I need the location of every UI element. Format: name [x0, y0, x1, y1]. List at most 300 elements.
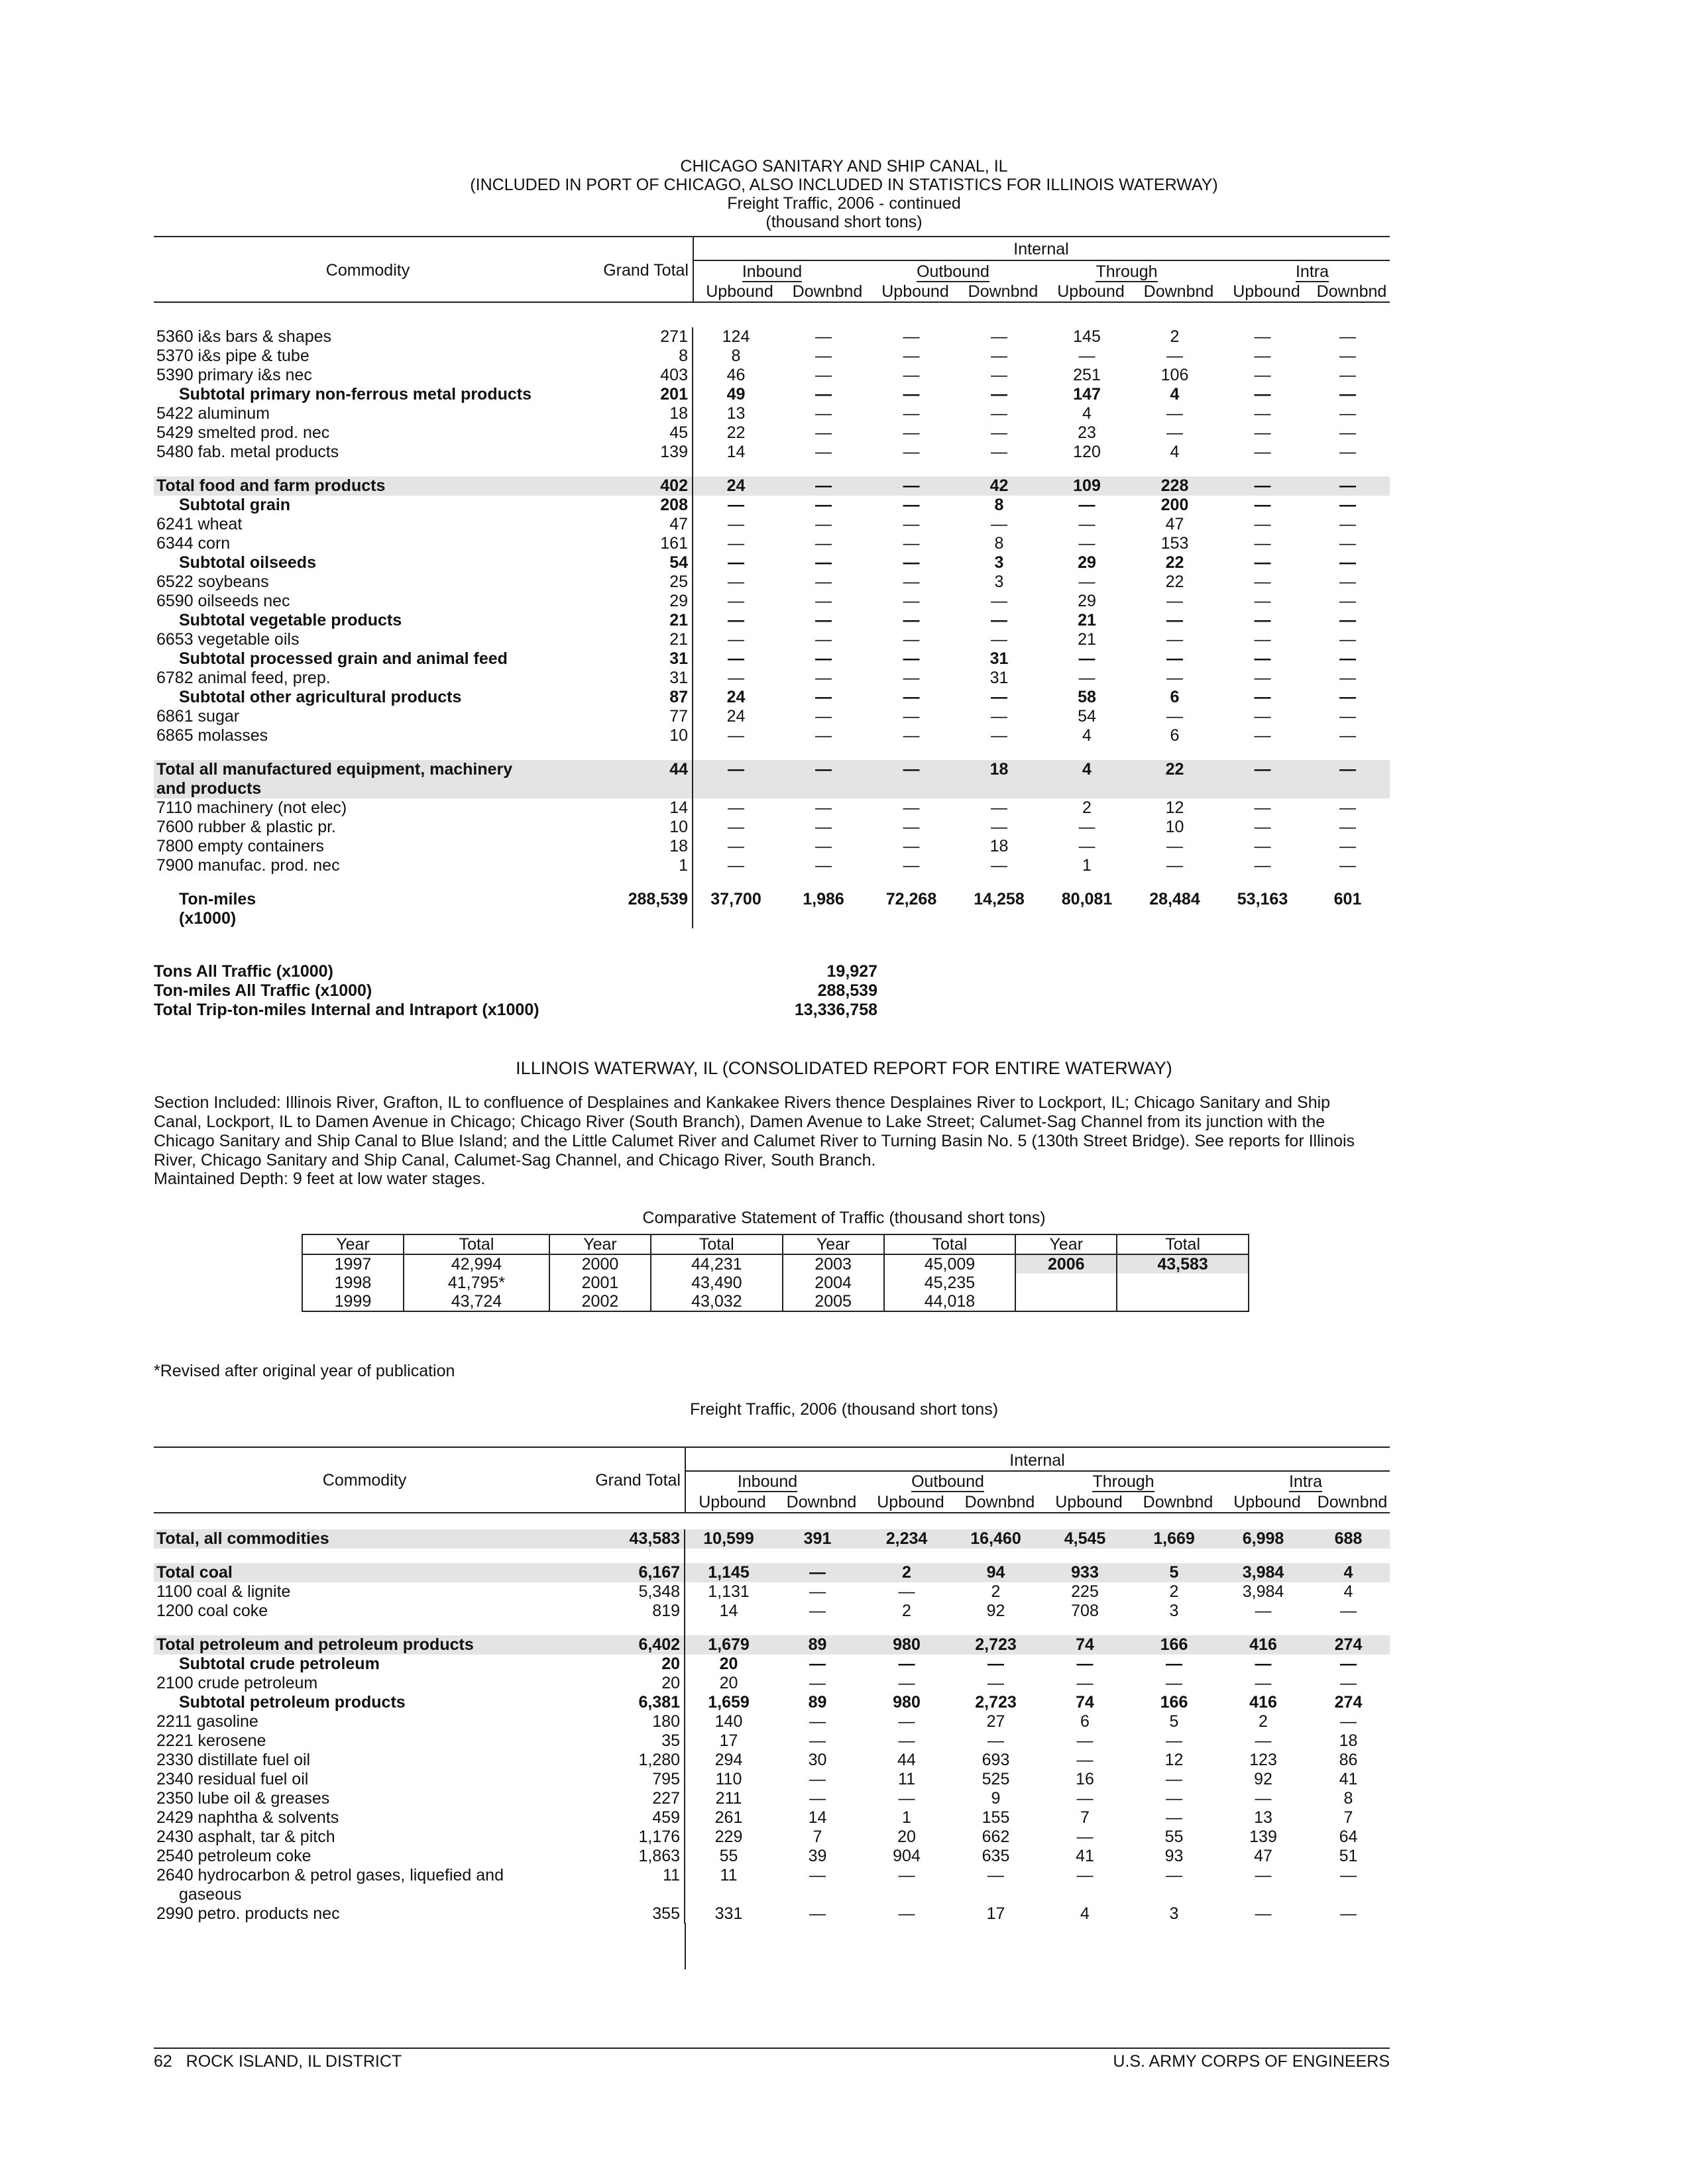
- total-cell: 44,018: [884, 1292, 1016, 1311]
- commodity-name: Total all manufactured equipment, machinery: [154, 760, 585, 779]
- traffic-value-cell: —: [1254, 592, 1271, 610]
- traffic-value-cell: 225: [1071, 1582, 1099, 1601]
- year-cell: [1015, 1292, 1117, 1311]
- traffic-value-cell: 139: [1249, 1828, 1277, 1846]
- grand-total-cell: 201: [585, 385, 693, 404]
- traffic-value-cell: —: [728, 515, 744, 533]
- traffic-value-cell: 2: [902, 1602, 911, 1620]
- grand-total-cell: 77: [585, 707, 693, 726]
- traffic-value-cell: —: [1255, 1731, 1272, 1750]
- traffic-value-cell: [1306, 779, 1390, 798]
- total-cell: [1117, 1274, 1249, 1292]
- grand-total-cell: 45: [585, 423, 693, 443]
- traffic-value-cell: —: [1254, 707, 1271, 726]
- traffic-value-cell: [1041, 1885, 1129, 1904]
- traffic-value-cell: —: [903, 423, 920, 442]
- grand-total-cell: 31: [585, 649, 693, 669]
- traffic-value-cell: 166: [1160, 1693, 1188, 1712]
- grand-total-cell: 1,863: [578, 1847, 685, 1866]
- grand-total-cell: 402: [585, 476, 693, 496]
- commodity-row: [154, 611, 1390, 630]
- traffic-value-cell: 228: [1130, 476, 1219, 496]
- grand-total-cell: 11: [578, 1866, 685, 1885]
- traffic-value-cell: —: [693, 760, 779, 779]
- traffic-value-cell: —: [1076, 1828, 1094, 1846]
- traffic-value-cell: 3,984: [1242, 1582, 1284, 1601]
- traffic-value-cell: —: [1166, 707, 1183, 726]
- commodity-row: [154, 534, 1390, 553]
- traffic-value-cell: 14,258: [974, 890, 1025, 908]
- commodity-header: Commodity: [325, 261, 410, 280]
- traffic-value-cell: —: [903, 707, 920, 726]
- grand-total-cell: 21: [585, 630, 693, 649]
- waterway-title: ILLINOIS WATERWAY, IL (CONSOLIDATED REPORT FOR ENTIRE WATERWAY): [516, 1058, 1172, 1078]
- commodity-row: [154, 760, 1390, 779]
- traffic-value-cell: 17: [986, 1904, 1005, 1923]
- internal-header: Internal: [1009, 1451, 1065, 1470]
- direction-subheaders: [689, 1492, 1390, 1512]
- traffic-summary: [154, 962, 877, 1020]
- traffic-value-cell: [868, 909, 954, 928]
- commodity-name: 6782 animal feed, prep.: [156, 669, 331, 687]
- traffic-value-cell: 4: [1082, 404, 1092, 423]
- traffic-value-cell: 39: [808, 1847, 827, 1865]
- commodity-row: [154, 1563, 1390, 1582]
- traffic-value-cell: —: [898, 1731, 915, 1750]
- traffic-value-cell: —: [1254, 669, 1271, 687]
- commodity-name: 5370 i&s pipe & tube: [156, 347, 309, 365]
- traffic-value-cell: —: [815, 611, 832, 629]
- commodity-row: [154, 327, 1390, 347]
- summary-label: Ton-miles All Traffic (x1000): [154, 981, 372, 1000]
- traffic-value-cell: —: [1166, 1866, 1182, 1884]
- traffic-value-cell: —: [1254, 611, 1271, 629]
- grand-total-cell: [578, 1885, 685, 1904]
- year-cell: 2003: [783, 1254, 884, 1274]
- grand-total-cell: 10: [585, 818, 693, 837]
- traffic-value-cell: —: [815, 649, 832, 668]
- traffic-value-cell: —: [1219, 760, 1306, 779]
- traffic-value-cell: —: [728, 534, 744, 553]
- traffic-value-cell: 3: [1169, 1602, 1179, 1620]
- traffic-value-cell: 4,545: [1041, 1529, 1129, 1549]
- traffic-value-cell: 251: [1073, 366, 1101, 384]
- spacer-row: [154, 1621, 1390, 1635]
- traffic-value-cell: —: [1339, 707, 1356, 726]
- traffic-value-cell: 1,145: [685, 1563, 772, 1582]
- traffic-value-cell: 140: [714, 1712, 743, 1731]
- traffic-value-cell: 28,484: [1149, 890, 1200, 908]
- downbnd-subheader: Downbnd: [1316, 282, 1387, 301]
- traffic-value-cell: —: [1339, 496, 1356, 514]
- traffic-value-cell: —: [815, 630, 832, 649]
- traffic-value-cell: 18: [954, 760, 1044, 779]
- upbound-subheader: Upbound: [1055, 1493, 1123, 1511]
- commodity-row: [154, 1693, 1390, 1712]
- traffic-value-cell: —: [1254, 726, 1271, 745]
- comparative-statement-title: Comparative Statement of Traffic (thousand short tons): [642, 1209, 1046, 1227]
- grand-total-cell: 403: [585, 366, 693, 385]
- grand-total-cell: 180: [578, 1712, 685, 1731]
- traffic-value-cell: —: [815, 423, 832, 442]
- traffic-value-cell: 294: [714, 1751, 743, 1769]
- traffic-value-cell: —: [991, 366, 1007, 384]
- traffic-value-cell: —: [1254, 798, 1271, 817]
- commodity-name: 6865 molasses: [156, 726, 268, 745]
- traffic-value-cell: —: [1339, 818, 1356, 836]
- traffic-value-cell: 17: [719, 1731, 738, 1750]
- total-header: Total: [1117, 1234, 1249, 1254]
- traffic-value-cell: —: [1339, 366, 1356, 384]
- traffic-value-cell: 229: [714, 1828, 743, 1846]
- commodity-name: 5480 fab. metal products: [156, 443, 339, 461]
- traffic-value-cell: 53,163: [1237, 890, 1288, 908]
- traffic-value-cell: —: [809, 1904, 826, 1923]
- traffic-value-cell: —: [728, 573, 744, 591]
- traffic-value-cell: —: [987, 1866, 1004, 1884]
- grand-total-cell: 139: [585, 443, 693, 462]
- commodity-header: Commodity: [322, 1471, 407, 1490]
- total-header: Total: [884, 1234, 1016, 1254]
- grand-total-cell: 6,381: [578, 1693, 685, 1712]
- section-subtitle: (INCLUDED IN PORT OF CHICAGO, ALSO INCLUDED IN STATISTICS FOR ILLINOIS WATERWAY): [470, 176, 1218, 194]
- traffic-value-cell: —: [903, 649, 920, 668]
- traffic-value-cell: —: [1166, 1789, 1182, 1808]
- traffic-value-cell: —: [903, 818, 920, 836]
- commodity-name: Total, all commodities: [154, 1529, 578, 1549]
- traffic-value-cell: —: [779, 476, 868, 496]
- traffic-value-cell: 2: [1169, 1582, 1179, 1601]
- traffic-value-cell: —: [1166, 669, 1183, 687]
- traffic-value-cell: 331: [714, 1904, 743, 1923]
- traffic-value-cell: —: [1166, 611, 1183, 629]
- traffic-value-cell: —: [1254, 366, 1271, 384]
- commodity-name: Subtotal vegetable products: [179, 611, 402, 629]
- traffic-value-cell: 31: [989, 649, 1009, 668]
- traffic-value-cell: [1130, 779, 1219, 798]
- traffic-value-cell: —: [1306, 760, 1390, 779]
- through-header: Through: [1096, 262, 1158, 281]
- commodity-row: [154, 818, 1390, 837]
- inbound-header: Inbound: [737, 1472, 798, 1491]
- traffic-value-cell: 21: [1078, 630, 1096, 649]
- traffic-value-cell: 20: [719, 1674, 738, 1692]
- commodity-name: gaseous: [179, 1885, 242, 1904]
- comparative-row: [302, 1274, 1249, 1292]
- grand-total-cell: 819: [578, 1602, 685, 1621]
- traffic-value-cell: —: [1166, 1655, 1182, 1673]
- traffic-value-cell: 18: [989, 837, 1009, 855]
- year-cell: 2000: [549, 1254, 651, 1274]
- traffic-value-cell: 24: [726, 707, 746, 726]
- traffic-value-cell: 11: [898, 1770, 915, 1788]
- traffic-value-cell: 3: [994, 573, 1004, 591]
- traffic-value-cell: 124: [722, 327, 750, 346]
- traffic-value-cell: [1307, 1885, 1390, 1904]
- spacer-row: [154, 875, 1390, 890]
- traffic-value-cell: 980: [863, 1635, 950, 1655]
- traffic-value-cell: —: [903, 515, 920, 533]
- traffic-value-cell: —: [991, 515, 1007, 533]
- freight-table-illinois-waterway: [154, 1529, 1390, 1924]
- downbnd-subheader: Downbnd: [1143, 282, 1214, 301]
- comparative-header-row: [302, 1234, 1249, 1254]
- traffic-value-cell: —: [728, 818, 744, 836]
- commodity-name: Total petroleum and petroleum products: [154, 1635, 578, 1655]
- traffic-value-cell: 8: [994, 534, 1004, 553]
- commodity-row: [154, 649, 1390, 669]
- traffic-value-cell: —: [815, 818, 832, 836]
- traffic-value-cell: —: [903, 553, 920, 572]
- commodity-name: Subtotal crude petroleum: [179, 1655, 380, 1673]
- traffic-value-cell: —: [1254, 837, 1271, 855]
- traffic-value-cell: —: [1166, 630, 1183, 649]
- traffic-value-cell: 416: [1219, 1635, 1307, 1655]
- traffic-value-cell: —: [987, 1655, 1004, 1673]
- traffic-value-cell: —: [1078, 818, 1096, 836]
- outbound-header: Outbound: [911, 1472, 984, 1491]
- traffic-value-cell: —: [815, 707, 832, 726]
- traffic-value-cell: —: [1166, 1770, 1182, 1788]
- traffic-value-cell: 13: [1254, 1808, 1272, 1827]
- traffic-value-cell: —: [728, 496, 744, 514]
- commodity-name: 6344 corn: [156, 534, 231, 553]
- traffic-value-cell: [950, 1885, 1041, 1904]
- table-caption: Freight Traffic, 2006 - continued: [727, 194, 961, 213]
- traffic-value-cell: 18: [1339, 1731, 1358, 1750]
- commodity-row: [154, 1828, 1390, 1847]
- commodity-row: [154, 707, 1390, 726]
- commodity-row: [154, 1712, 1390, 1731]
- traffic-value-cell: 14: [719, 1602, 738, 1620]
- commodity-name: 2221 kerosene: [156, 1731, 266, 1750]
- total-cell: 44,231: [651, 1254, 783, 1274]
- intra-header: Intra: [1295, 262, 1329, 281]
- traffic-value-cell: 74: [1041, 1635, 1129, 1655]
- grand-total-cell: 87: [585, 688, 693, 707]
- traffic-value-cell: —: [815, 347, 832, 365]
- traffic-value-cell: 12: [1165, 798, 1184, 817]
- traffic-value-cell: 8: [1343, 1789, 1353, 1808]
- traffic-value-cell: —: [1339, 630, 1356, 649]
- traffic-value-cell: 109: [1044, 476, 1130, 496]
- commodity-row: [154, 1635, 1390, 1655]
- commodity-name: 6653 vegetable oils: [156, 630, 300, 649]
- commodity-row: [154, 837, 1390, 856]
- commodity-row: [154, 553, 1390, 573]
- comparative-row: [302, 1292, 1249, 1311]
- traffic-value-cell: 22: [1165, 553, 1184, 572]
- downbnd-subheader: Downbnd: [792, 282, 863, 301]
- commodity-row: [154, 347, 1390, 366]
- commodity-name: 2540 petroleum coke: [156, 1847, 311, 1865]
- traffic-value-cell: —: [1219, 476, 1306, 496]
- grand-total-cell: 10: [585, 726, 693, 745]
- traffic-value-cell: 1,679: [685, 1635, 772, 1655]
- traffic-value-cell: [1130, 909, 1219, 928]
- traffic-value-cell: —: [815, 385, 832, 404]
- traffic-value-cell: —: [1339, 837, 1356, 855]
- commodity-name: 7800 empty containers: [156, 837, 324, 855]
- traffic-value-cell: [1219, 909, 1306, 928]
- commodity-row: [154, 1866, 1390, 1885]
- commodity-row: [154, 423, 1390, 443]
- traffic-value-cell: —: [1254, 327, 1271, 346]
- traffic-value-cell: —: [809, 1712, 826, 1731]
- grand-total-cell: 227: [578, 1789, 685, 1808]
- freight-table-chicago-canal: [154, 327, 1390, 928]
- commodity-row: [154, 1655, 1390, 1674]
- traffic-value-cell: 662: [982, 1828, 1010, 1846]
- year-cell: 2002: [549, 1292, 651, 1311]
- grand-total-cell: 355: [578, 1904, 685, 1924]
- traffic-value-cell: —: [1255, 1674, 1272, 1692]
- traffic-value-cell: —: [728, 856, 744, 875]
- traffic-value-cell: 391: [772, 1529, 863, 1549]
- traffic-value-cell: 10,599: [685, 1529, 772, 1549]
- traffic-value-cell: —: [898, 1655, 915, 1673]
- traffic-value-cell: —: [903, 573, 920, 591]
- traffic-value-cell: —: [991, 404, 1007, 423]
- traffic-value-cell: 153: [1160, 534, 1189, 553]
- grand-total-cell: 459: [578, 1808, 685, 1828]
- commodity-name: Total coal: [154, 1563, 578, 1582]
- traffic-value-cell: 9: [991, 1789, 1001, 1808]
- traffic-value-cell: 72,268: [885, 890, 937, 908]
- traffic-value-cell: 74: [1076, 1693, 1094, 1712]
- section-included-text: Section Included: Illinois River, Grafton, IL to confluence of Desplaines and Kankakee Rivers thence Desplaines River to Lockport, IL; Chicago Sanitary and Ship Canal, Lockport, IL to Damen Avenue in Chicago; Chicago River (South Branch), Damen Avenue to Lake Street; Calumet-Sag Channel from its junction with the Chicago Sanitary and Ship Canal to Blue Island; and the Little Calumet River and Calumet River to Turning Basin No. 5 (130th Street Bridge). See reports for Illinois River, Chicago Sanitary and Ship Canal, Calumet-Sag Channel, and Chicago River, South Branch.: [154, 1093, 1355, 1170]
- traffic-value-cell: —: [815, 669, 832, 687]
- through-header: Through: [1092, 1472, 1154, 1491]
- grand-total-cell: 1,280: [578, 1751, 685, 1770]
- commodity-row: [154, 1808, 1390, 1828]
- traffic-value-cell: —: [1339, 553, 1356, 572]
- grand-total-cell: 5,348: [578, 1582, 685, 1602]
- traffic-value-cell: —: [1255, 1655, 1272, 1673]
- commodity-row: [154, 1885, 1390, 1904]
- traffic-value-cell: [1044, 909, 1130, 928]
- traffic-value-cell: —: [1254, 534, 1271, 553]
- traffic-value-cell: —: [815, 856, 832, 875]
- commodity-name: 1200 coal coke: [156, 1602, 268, 1620]
- commodity-name: 2330 distillate fuel oil: [156, 1751, 311, 1769]
- traffic-value-cell: —: [1166, 1674, 1182, 1692]
- traffic-value-cell: 42: [954, 476, 1044, 496]
- traffic-value-cell: —: [815, 553, 832, 572]
- summary-row: [154, 981, 877, 1001]
- traffic-value-cell: —: [1254, 385, 1271, 404]
- total-cell: 45,235: [884, 1274, 1016, 1292]
- traffic-value-cell: 1,986: [803, 890, 844, 908]
- traffic-value-cell: —: [1254, 688, 1271, 706]
- traffic-value-cell: 106: [1160, 366, 1189, 384]
- traffic-value-cell: —: [728, 592, 744, 610]
- traffic-value-cell: —: [1254, 443, 1271, 461]
- traffic-value-cell: —: [898, 1712, 915, 1731]
- traffic-value-cell: —: [1078, 347, 1096, 365]
- traffic-value-cell: 14: [726, 443, 746, 461]
- traffic-value-cell: —: [1339, 443, 1356, 461]
- traffic-value-cell: 24: [693, 476, 779, 496]
- summary-row: [154, 962, 877, 981]
- traffic-value-cell: —: [728, 553, 744, 572]
- traffic-value-cell: —: [1166, 592, 1183, 610]
- commodity-name: 6861 sugar: [156, 707, 240, 726]
- commodity-row: [154, 688, 1390, 707]
- traffic-value-cell: —: [1254, 818, 1271, 836]
- grand-total-cell: 1,176: [578, 1828, 685, 1847]
- maintained-depth-text: Maintained Depth: 9 feet at low water stages.: [154, 1170, 486, 1188]
- traffic-value-cell: —: [1166, 1808, 1182, 1827]
- traffic-value-cell: 8: [731, 347, 741, 365]
- commodity-row: [154, 1751, 1390, 1770]
- grand-total-cell: 8: [585, 347, 693, 366]
- commodity-row: [154, 779, 1390, 798]
- traffic-value-cell: —: [991, 347, 1007, 365]
- spacer-row: [154, 1549, 1390, 1563]
- traffic-value-cell: 94: [950, 1563, 1041, 1582]
- traffic-value-cell: 2,723: [950, 1635, 1041, 1655]
- traffic-value-cell: —: [903, 404, 920, 423]
- commodity-row: [154, 630, 1390, 649]
- traffic-value-cell: —: [903, 837, 920, 855]
- traffic-value-cell: —: [809, 1731, 826, 1750]
- grand-total-cell: [585, 909, 693, 928]
- traffic-value-cell: —: [1254, 347, 1271, 365]
- commodity-row: [154, 385, 1390, 404]
- traffic-value-cell: —: [898, 1904, 915, 1923]
- traffic-value-cell: —: [1255, 1602, 1272, 1620]
- traffic-value-cell: —: [1166, 649, 1183, 668]
- traffic-value-cell: 16: [1076, 1770, 1094, 1788]
- traffic-value-cell: 31: [989, 669, 1009, 687]
- commodity-name: Subtotal processed grain and animal feed: [179, 649, 508, 668]
- traffic-value-cell: —: [903, 630, 920, 649]
- traffic-value-cell: —: [1339, 798, 1356, 817]
- commodity-row: [154, 1904, 1390, 1924]
- traffic-value-cell: —: [1166, 423, 1183, 442]
- traffic-value-cell: —: [991, 688, 1007, 706]
- traffic-value-cell: —: [1254, 515, 1271, 533]
- traffic-value-cell: —: [809, 1655, 826, 1673]
- commodity-row: [154, 366, 1390, 385]
- traffic-value-cell: 12: [1164, 1751, 1184, 1769]
- traffic-value-cell: —: [1166, 347, 1183, 365]
- traffic-value-cell: 1,669: [1129, 1529, 1219, 1549]
- traffic-value-cell: —: [815, 404, 832, 423]
- total-cell: 41,795*: [404, 1274, 549, 1292]
- traffic-value-cell: —: [903, 366, 920, 384]
- traffic-value-cell: —: [991, 798, 1007, 817]
- traffic-value-cell: —: [991, 726, 1007, 745]
- traffic-value-cell: —: [815, 443, 832, 461]
- commodity-row: [154, 573, 1390, 592]
- inbound-header: Inbound: [742, 262, 803, 281]
- revision-footnote: *Revised after original year of publication: [154, 1362, 455, 1380]
- year-cell: 1997: [302, 1254, 404, 1274]
- commodity-name: 6522 soybeans: [156, 573, 269, 591]
- traffic-value-cell: —: [1254, 856, 1271, 875]
- traffic-value-cell: 23: [1078, 423, 1096, 442]
- commodity-row: [154, 515, 1390, 534]
- traffic-value-cell: 3: [1169, 1904, 1179, 1923]
- traffic-value-cell: 30: [808, 1751, 827, 1769]
- traffic-value-cell: 147: [1073, 385, 1101, 404]
- traffic-value-cell: 21: [1078, 611, 1096, 629]
- traffic-value-cell: —: [1166, 856, 1183, 875]
- traffic-value-cell: 86: [1339, 1751, 1358, 1769]
- traffic-value-cell: —: [815, 496, 832, 514]
